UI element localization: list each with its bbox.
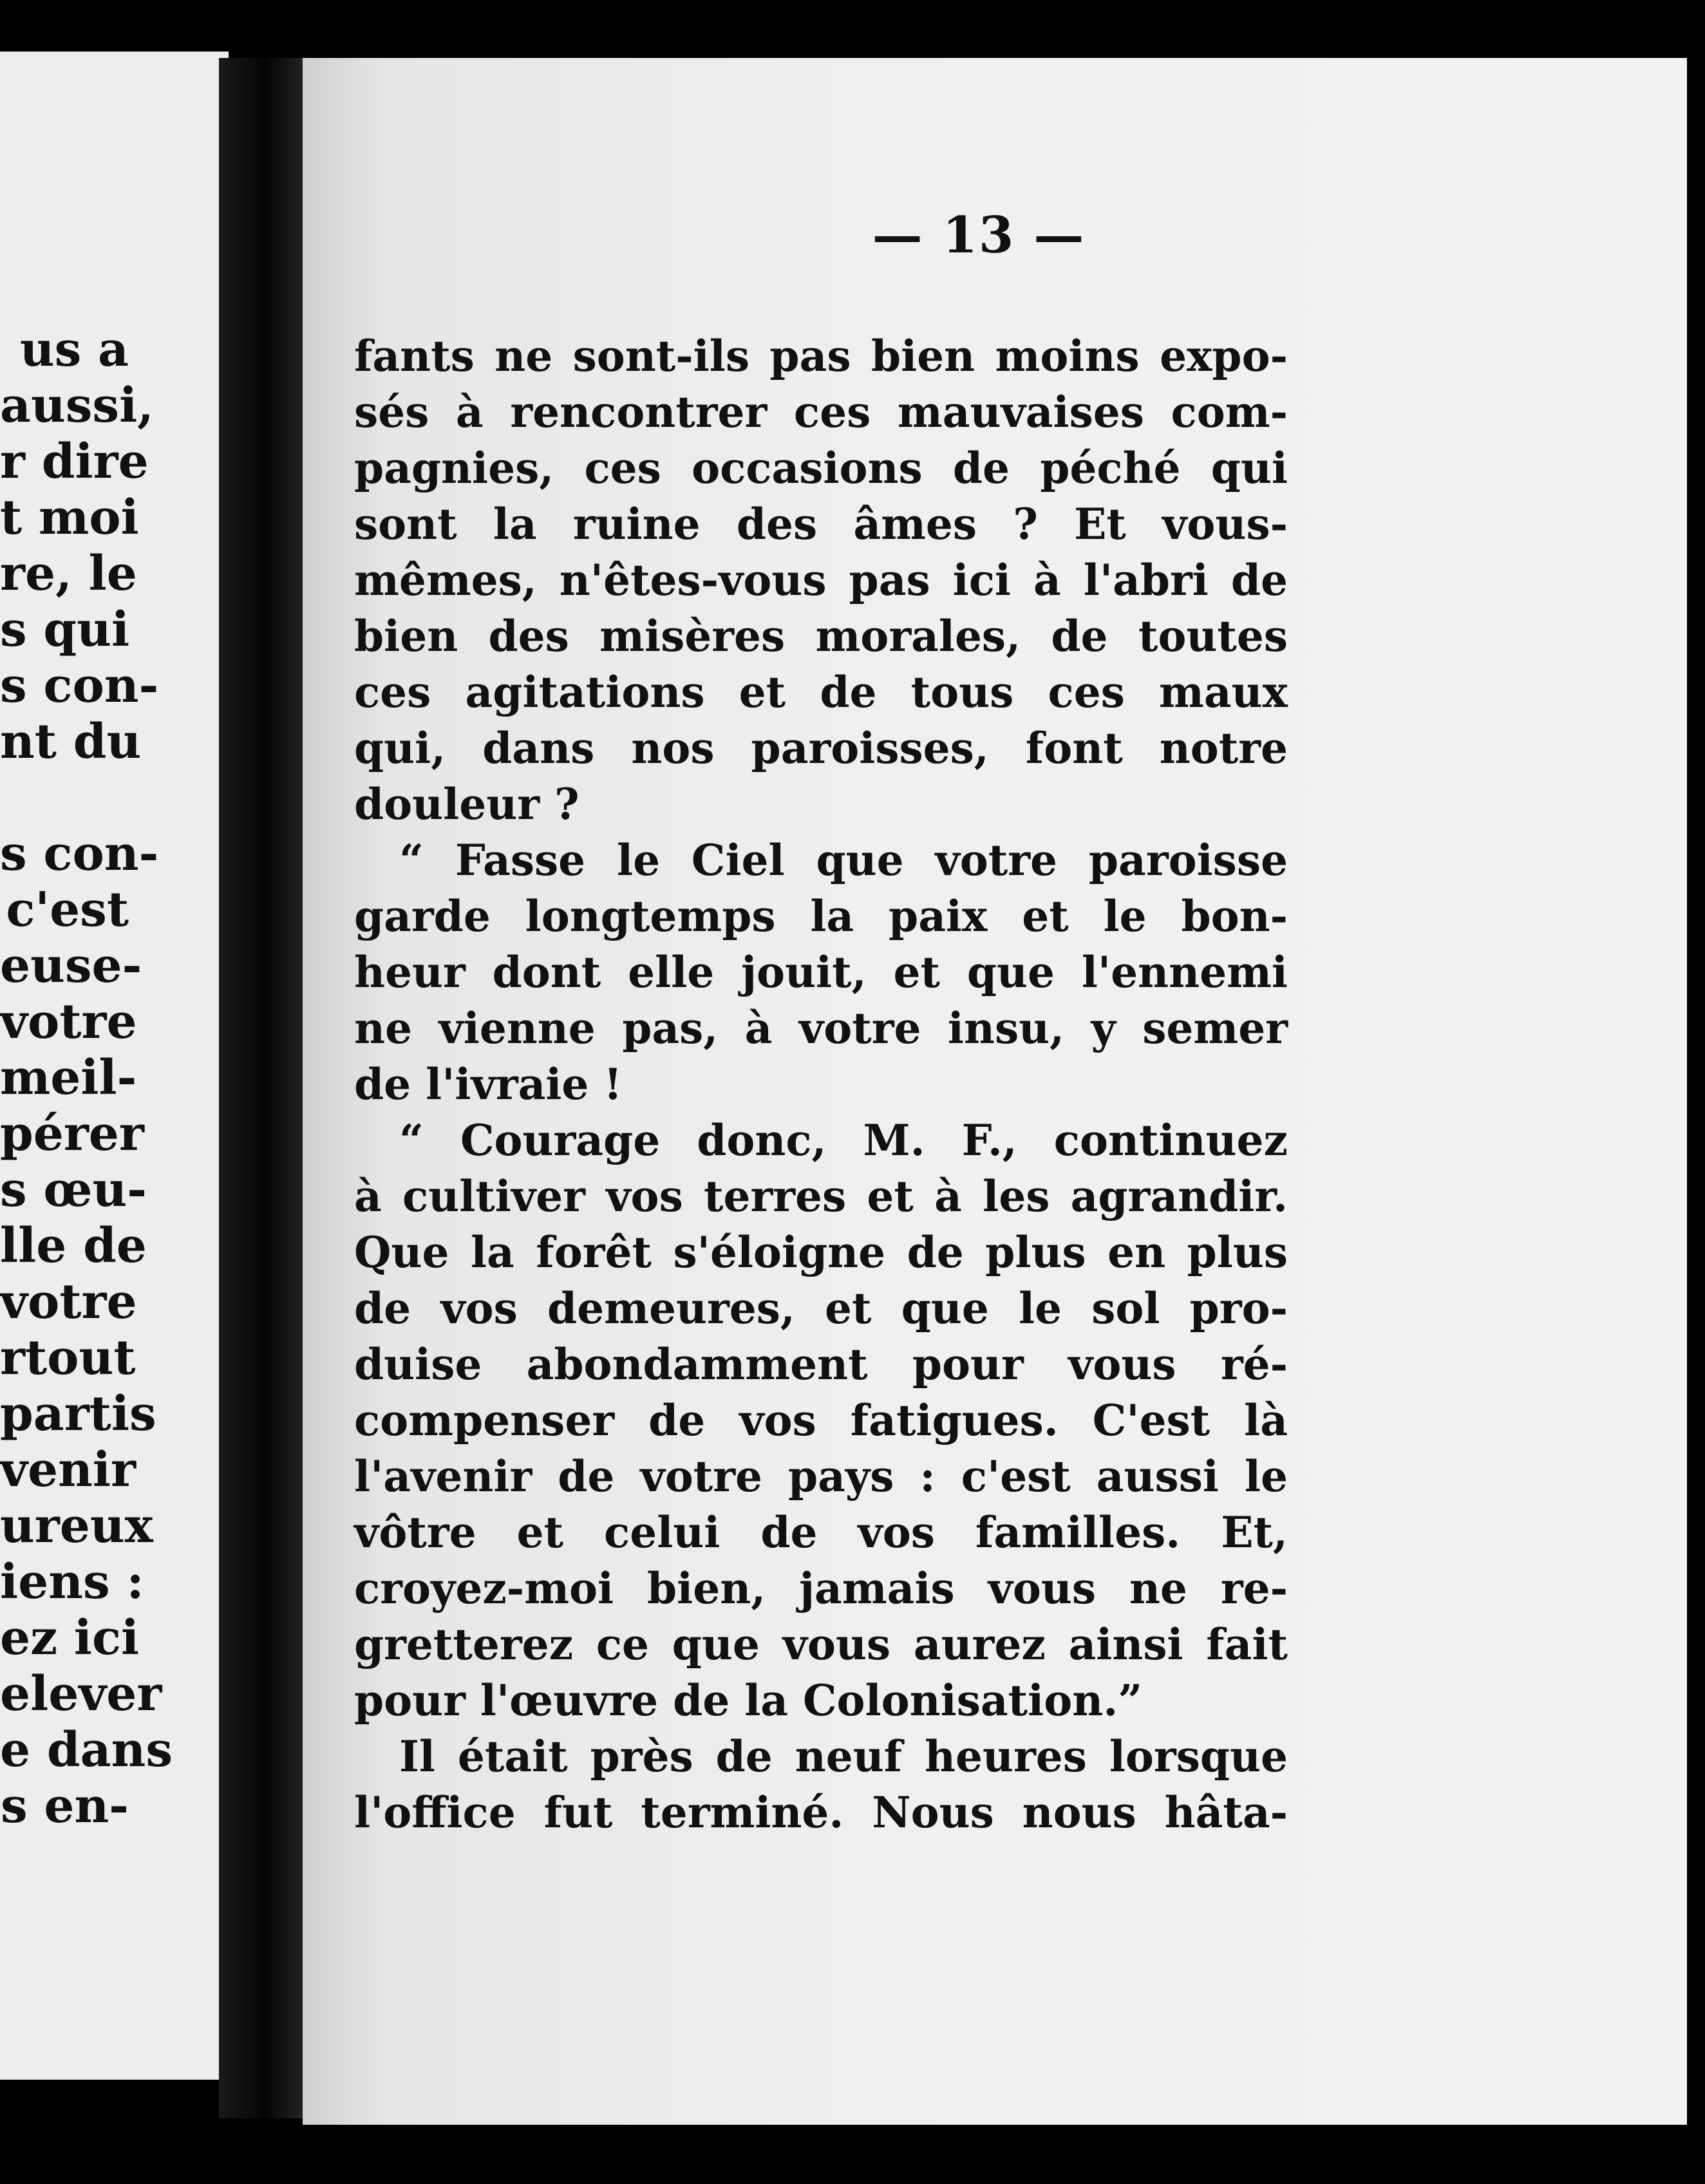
previous-page-line: iens : <box>0 1554 144 1610</box>
text-line: sont la ruine des âmes ? Et vous- <box>354 499 1288 549</box>
text-line: ne vienne pas, à votre insu, y semer <box>354 1003 1288 1053</box>
text-line: mêmes, n'êtes-vous pas ici à l'abri de <box>354 555 1288 605</box>
previous-page-line: euse- <box>0 938 142 993</box>
text-line: bien des misères morales, de toutes <box>354 611 1288 661</box>
previous-page-line: votre <box>0 994 137 1050</box>
text-line: l'office fut terminé. Nous nous hâta- <box>354 1787 1288 1838</box>
text-line: heur dont elle jouit, et que l'ennemi <box>354 947 1288 997</box>
previous-page-line: s qui <box>0 602 130 657</box>
previous-page-line: aussi, <box>0 378 154 433</box>
text-line: qui, dans nos paroisses, font notre <box>354 723 1288 773</box>
previous-page-line <box>0 770 129 826</box>
current-page <box>303 58 1687 2125</box>
previous-page-line: meil- <box>0 1050 137 1106</box>
text-line: douleur ? <box>354 779 579 829</box>
previous-page-line: s en- <box>0 1778 129 1834</box>
previous-page-line: us a <box>19 322 129 377</box>
previous-page-line: e dans <box>0 1722 173 1778</box>
text-line: compenser de vos fatigues. C'est là <box>354 1395 1288 1445</box>
text-line: de vos demeures, et que le sol pro- <box>354 1283 1288 1333</box>
previous-page <box>0 52 229 2080</box>
previous-page-line: re, le <box>0 546 137 601</box>
text-line: à cultiver vos terres et à les agrandir. <box>354 1171 1288 1221</box>
text-line: “ Fasse le Ciel que votre paroisse <box>399 835 1288 885</box>
text-line: pagnies, ces occasions de péché qui <box>354 443 1288 493</box>
previous-page-line: partis <box>0 1386 156 1442</box>
text-line: duise abondamment pour vous ré- <box>354 1339 1288 1389</box>
previous-page-line: s con- <box>0 658 159 713</box>
text-line: sés à rencontrer ces mauvaises com- <box>354 387 1288 437</box>
text-line: croyez-moi bien, jamais vous ne re- <box>354 1563 1288 1614</box>
previous-page-text <box>0 322 173 1834</box>
text-line: gretterez ce que vous aurez ainsi fait <box>354 1619 1288 1670</box>
text-line: Il était près de neuf heures lorsque <box>399 1731 1288 1782</box>
previous-page-line: venir <box>0 1442 136 1498</box>
previous-page-line: votre <box>0 1274 137 1330</box>
previous-page-line: r dire <box>0 434 149 489</box>
text-line: “ Courage donc, M. F., continuez <box>399 1115 1288 1165</box>
text-line: vôtre et celui de vos familles. Et, <box>354 1507 1288 1558</box>
previous-page-line: pérer <box>0 1106 144 1162</box>
text-line: de l'ivraie ! <box>354 1059 623 1109</box>
text-line: ces agitations et de tous ces maux <box>354 667 1288 717</box>
previous-page-line: c'est <box>6 882 129 937</box>
previous-page-line: ez ici <box>0 1610 140 1666</box>
text-line: Que la forêt s'éloigne de plus en plus <box>354 1227 1288 1277</box>
previous-page-line: lle de <box>0 1218 147 1274</box>
previous-page-line: s œu- <box>0 1162 147 1218</box>
previous-page-line: s con- <box>0 826 159 881</box>
page-number: — 13 — <box>872 206 1086 265</box>
previous-page-line: t moi <box>0 490 139 545</box>
previous-page-line: ureux <box>0 1498 153 1554</box>
text-line: garde longtemps la paix et le bon- <box>354 891 1288 941</box>
page-body-text <box>354 328 1288 1841</box>
previous-page-line: rtout <box>0 1330 136 1386</box>
previous-page-line: nt du <box>0 714 142 769</box>
text-line: fants ne sont-ils pas bien moins expo- <box>354 331 1288 381</box>
text-line: pour l'œuvre de la Colonisation.” <box>354 1675 1143 1726</box>
text-line: l'avenir de votre pays : c'est aussi le <box>354 1451 1288 1502</box>
previous-page-line: elever <box>0 1666 162 1722</box>
